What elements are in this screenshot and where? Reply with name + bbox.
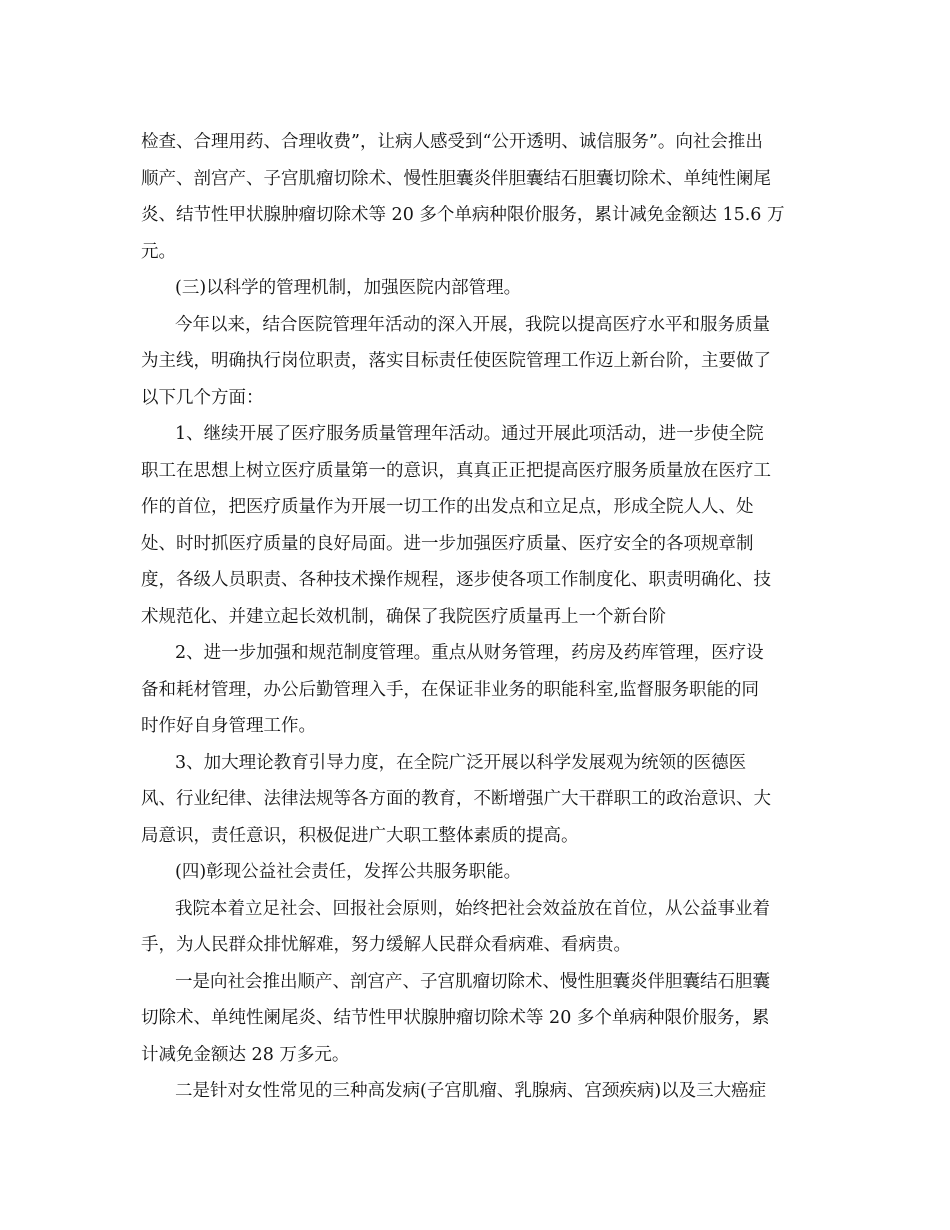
text-line: 我院本着立足社会、回报社会原则，始终把社会效益放在首位，从公益事业着 xyxy=(175,898,770,919)
text-line: 顺产、剖宫产、子宫肌瘤切除术、慢性胆囊炎伴胆囊结石胆囊切除术、单纯性阑尾 xyxy=(141,168,771,189)
text-line: 以下几个方面： xyxy=(141,387,264,408)
text-line: 处、时时抓医疗质量的良好局面。进一步加强医疗质量、医疗安全的各项规章制 xyxy=(141,533,754,554)
text-line: 为主线，明确执行岗位职责，落实目标责任使医院管理工作迈上新台阶，主要做了 xyxy=(141,351,771,371)
text-line: 备和耗材管理，办公后勤管理入手，在保证非业务的职能科室,监督服务职能的同 xyxy=(141,679,760,700)
text-line: 今年以来，结合医院管理年活动的深入开展，我院以提高医疗水平和服务质量 xyxy=(175,314,770,335)
text-line: 一是向社会推出顺产、剖宫产、子宫肌瘤切除术、慢性胆囊炎伴胆囊结石胆囊 xyxy=(175,971,770,992)
text-line: (四)彰现公益社会责任，发挥公共服务职能。 xyxy=(175,862,522,882)
text-line: 职工在思想上树立医疗质量第一的意识，真真正正把提高医疗服务质量放在医疗工 xyxy=(141,460,771,481)
text-line: 术规范化、并建立起长效机制，确保了我院医疗质量再上一个新台阶 xyxy=(141,606,666,627)
text-line: 3、加大理论教育引导力度，在全院广泛开展以科学发展观为统领的医德医 xyxy=(175,752,747,773)
text-line: 计减免金额达 28 万多元。 xyxy=(141,1044,350,1065)
text-line: 2、进一步加强和规范制度管理。重点从财务管理，药房及药库管理，医疗设 xyxy=(175,643,764,663)
text-line: 风、行业纪律、法律法规等各方面的教育，不断增强广大干群职工的政治意识、大 xyxy=(141,789,771,809)
text-line: (三)以科学的管理机制，加强医院内部管理。 xyxy=(175,278,522,298)
text-line: 切除术、单纯性阑尾炎、结节性甲状腺肿瘤切除术等 20 多个单病种限价服务，累 xyxy=(141,1008,770,1028)
text-line: 元。 xyxy=(141,241,176,262)
document-body xyxy=(141,124,811,1110)
text-line: 二是针对女性常见的三种高发病(子宫肌瘤、乳腺病、宫颈疾病)以及三大癌症 xyxy=(175,1081,767,1101)
text-line: 度，各级人员职责、各种技术操作规程，逐步使各项工作制度化、职责明确化、技 xyxy=(141,570,771,590)
text-line: 时作好自身管理工作。 xyxy=(141,716,316,736)
text-line: 作的首位，把医疗质量作为开展一切工作的出发点和立足点，形成全院人人、处 xyxy=(141,497,754,517)
text-line: 炎、结节性甲状腺肿瘤切除术等 20 多个单病种限价服务，累计减免金额达 15.6 万 xyxy=(141,205,785,225)
text-line: 1、继续开展了医疗服务质量管理年活动。通过开展此项活动，进一步使全院 xyxy=(175,424,764,444)
text-line: 检查、合理用药、合理收费”，让病人感受到“公开透明、诚信服务”。向社会推出 xyxy=(141,132,763,152)
text-line: 手，为人民群众排忧解难，努力缓解人民群众看病难、看病贵。 xyxy=(141,935,631,955)
text-line: 局意识，责任意识，积极促进广大职工整体素质的提高。 xyxy=(141,825,579,846)
